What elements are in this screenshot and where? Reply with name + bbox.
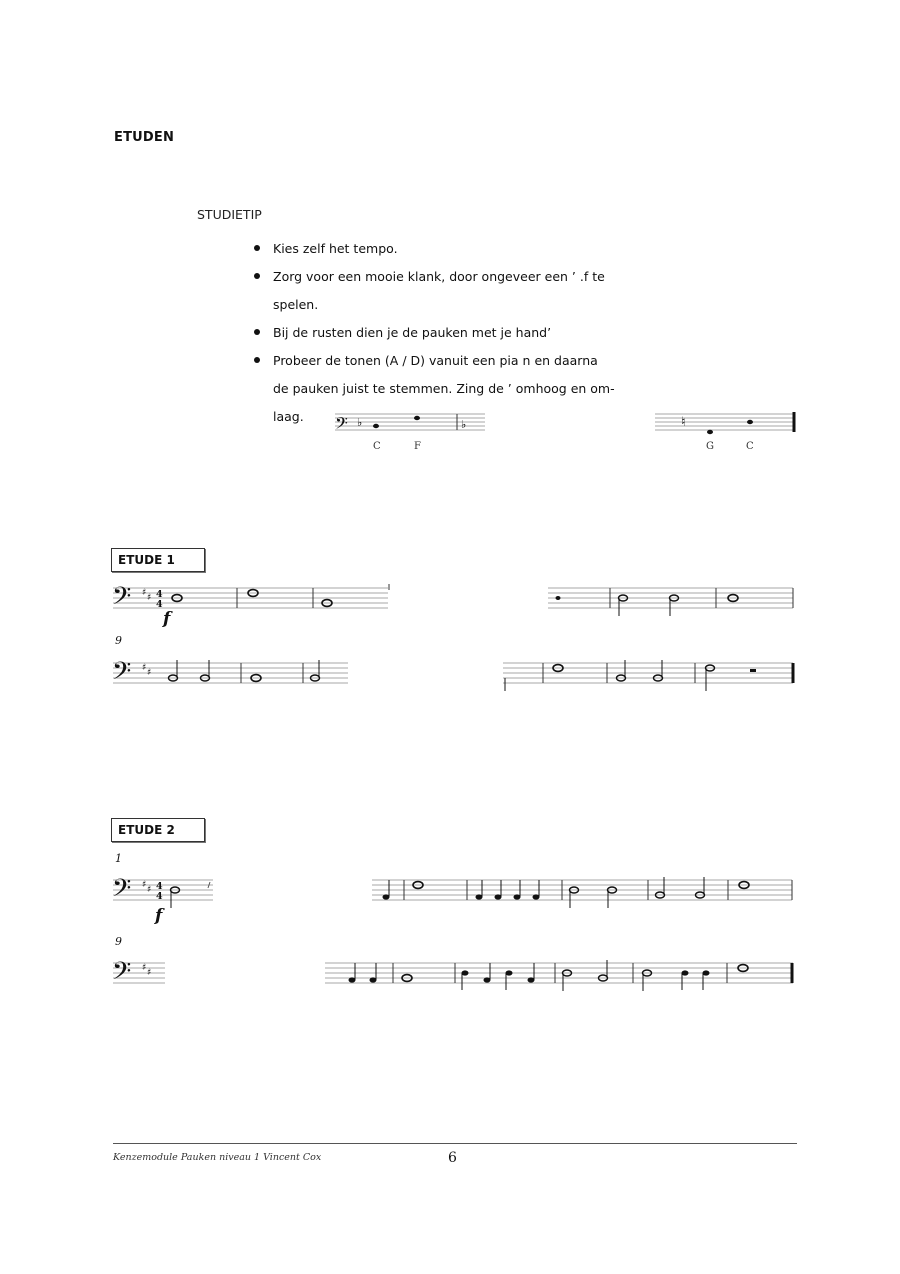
bass-clef-icon: 𝄢	[112, 582, 132, 617]
studietip-list	[250, 235, 790, 431]
etude-2-staff-2-right	[325, 959, 798, 993]
etude-2-staff-1-left	[112, 874, 223, 909]
quarter-note	[383, 894, 390, 899]
bass-clef-icon: 𝄢	[335, 413, 348, 437]
measure-number: 9	[115, 935, 122, 948]
tuning-note-label: C	[373, 441, 381, 452]
etude-1-staff-2-right	[503, 659, 798, 693]
bass-clef-icon: 𝄢	[112, 957, 132, 992]
quarter-note	[484, 977, 491, 982]
quarter-note	[528, 977, 535, 982]
svg-text:4: 4	[156, 589, 163, 600]
quarter-note	[349, 977, 356, 982]
footer-divider	[113, 1143, 797, 1144]
sharp-icon: ♯	[142, 880, 147, 890]
list-item: Bij de rusten dien je de pauken met je hand’	[250, 319, 790, 347]
tuning-staff-right	[655, 408, 797, 438]
quarter-note	[682, 970, 689, 975]
measure-number: 1	[115, 852, 122, 865]
sharp-icon: ♯	[142, 588, 147, 598]
studietip-title: STUDIETIP	[197, 207, 262, 222]
footer-text: Kenzemodule Pauken niveau 1 Vincent Cox	[113, 1152, 322, 1163]
quarter-note	[506, 970, 513, 975]
flat-icon: ♭	[357, 416, 363, 429]
etude-2-staff-1-right	[372, 876, 798, 910]
sharp-icon: ♯	[147, 968, 152, 978]
quarter-note	[495, 894, 502, 899]
dynamic-marking: f	[155, 906, 163, 926]
sharp-icon: ♯	[142, 963, 147, 973]
tuning-note-label: F	[414, 441, 421, 452]
bullet-icon	[254, 329, 260, 335]
quarter-note	[533, 894, 540, 899]
half-rest	[750, 669, 756, 672]
natural-icon: ♮	[681, 415, 686, 430]
quarter-note	[703, 970, 710, 975]
quarter-note	[476, 894, 483, 899]
tuning-note-label: G	[706, 441, 714, 452]
note-c	[747, 420, 753, 424]
note-c	[373, 424, 379, 428]
bullet-icon	[254, 357, 260, 363]
bass-clef-icon: 𝄢	[112, 874, 132, 909]
page-number: 6	[448, 1150, 457, 1166]
bullet-icon	[254, 273, 260, 279]
sharp-icon: ♯	[142, 663, 147, 673]
sharp-icon: ♯	[147, 885, 152, 895]
bullet-icon	[254, 245, 260, 251]
etude-1-title: ETUDE 1	[111, 548, 205, 572]
sharp-icon: ♯	[147, 668, 152, 678]
quarter-note	[514, 894, 521, 899]
etude-1-staff-1-left	[112, 582, 393, 617]
svg-text:4: 4	[156, 881, 163, 892]
quarter-note	[462, 970, 469, 975]
measure-number: 9	[115, 634, 122, 647]
bass-clef-icon: 𝄢	[112, 657, 132, 692]
list-item: Probeer de tonen (A / D) vanuit een pia n en daarna de pauken juist te stemmen. Zing de ’ omhoog en om- laag.	[250, 347, 790, 431]
list-item: Zorg voor een mooie klank, door ongeveer een ’ .f te spelen.	[250, 263, 790, 319]
tuning-staff-left	[335, 408, 485, 438]
note-f	[414, 416, 420, 420]
etude-1-staff-1-right	[548, 584, 798, 614]
quarter-note	[370, 977, 377, 982]
etude-2-title: ETUDE 2	[111, 818, 205, 842]
note-g	[707, 430, 713, 434]
sharp-icon: ♯	[147, 593, 152, 603]
flat-icon: ♭	[461, 418, 467, 431]
dynamic-marking: f	[163, 609, 171, 629]
svg-text:4: 4	[156, 599, 163, 610]
etude-1-staff-2-left	[112, 657, 353, 692]
tuning-note-label: C	[746, 441, 754, 452]
section-heading: ETUDEN	[114, 130, 175, 145]
list-item: Kies zelf het tempo.	[250, 235, 790, 263]
svg-text:4: 4	[156, 891, 163, 902]
etude-2-staff-2-left	[112, 957, 173, 992]
